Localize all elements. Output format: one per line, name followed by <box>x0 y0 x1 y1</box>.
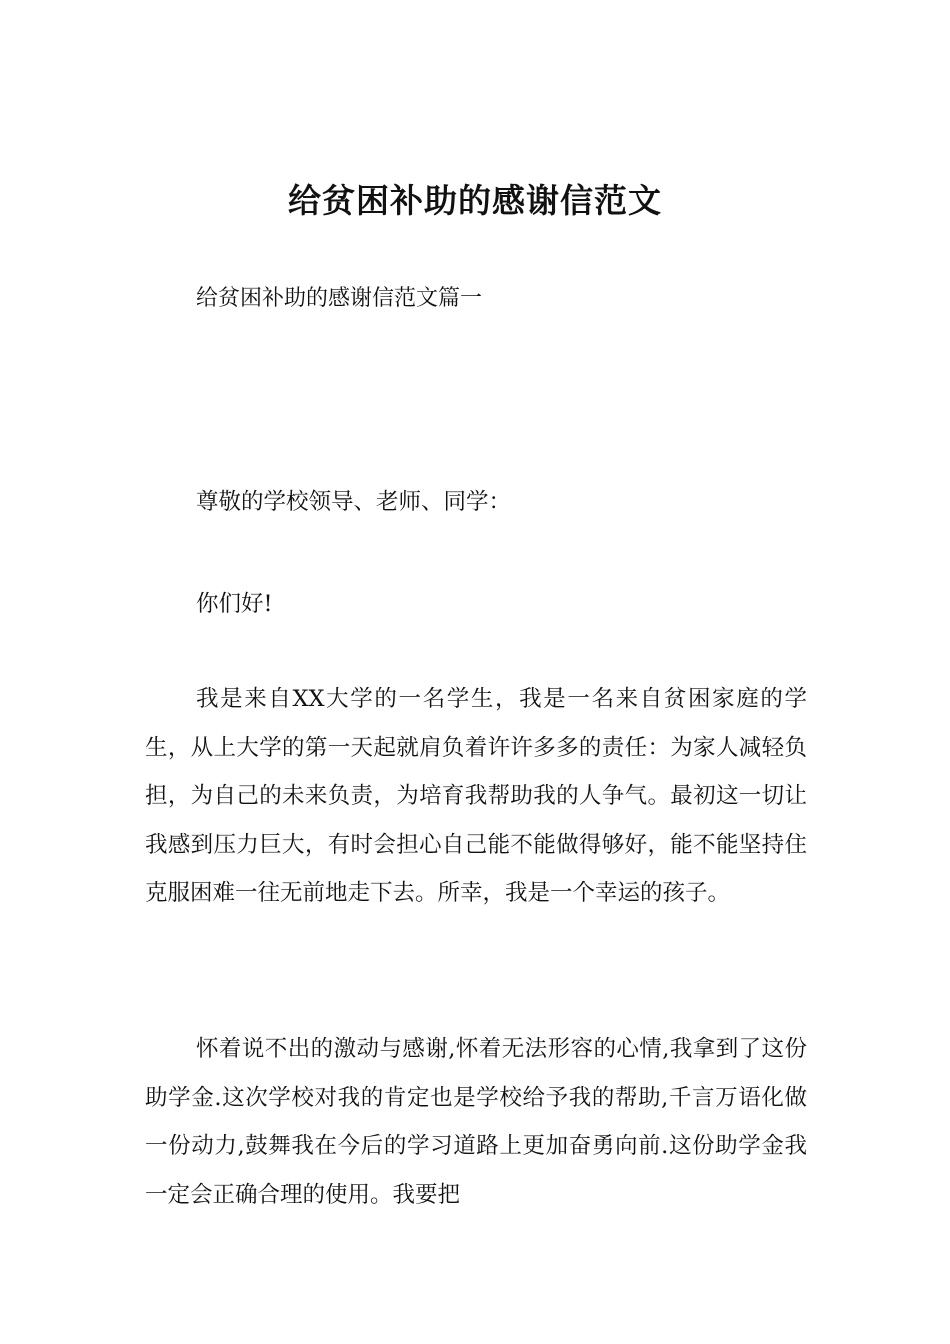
body-paragraph: 我是来自XX大学的一名学生，我是一名来自贫困家庭的学生，从上大学的第一天起就肩负着许许多多的责任：为家人减轻负担，为自己的未来负责，为培育我帮助我的人争气。最初这一切让我感到压力巨大，有时会担心自己能不能做得够好，能不能坚持住克服困难一往无前地走下去。所幸，我是一个幸运的孩子。 <box>145 686 807 906</box>
document-title: 给贫困补助的感谢信范文 <box>288 181 662 220</box>
greeting: 你们好! <box>196 591 273 617</box>
body-paragraph: 怀着说不出的激动与感谢,怀着无法形容的心情,我拿到了这份助学金.这次学校对我的肯定也是学校给予我的帮助,千言万语化做一份动力,鼓舞我在今后的学习道路上更加奋勇向前.这份助学金我一定会正确合理的使用。我要把 <box>145 1036 807 1208</box>
salutation: 尊敬的学校领导、老师、同学： <box>196 489 512 515</box>
document-subtitle: 给贫困补助的感谢信范文篇一 <box>196 286 483 311</box>
